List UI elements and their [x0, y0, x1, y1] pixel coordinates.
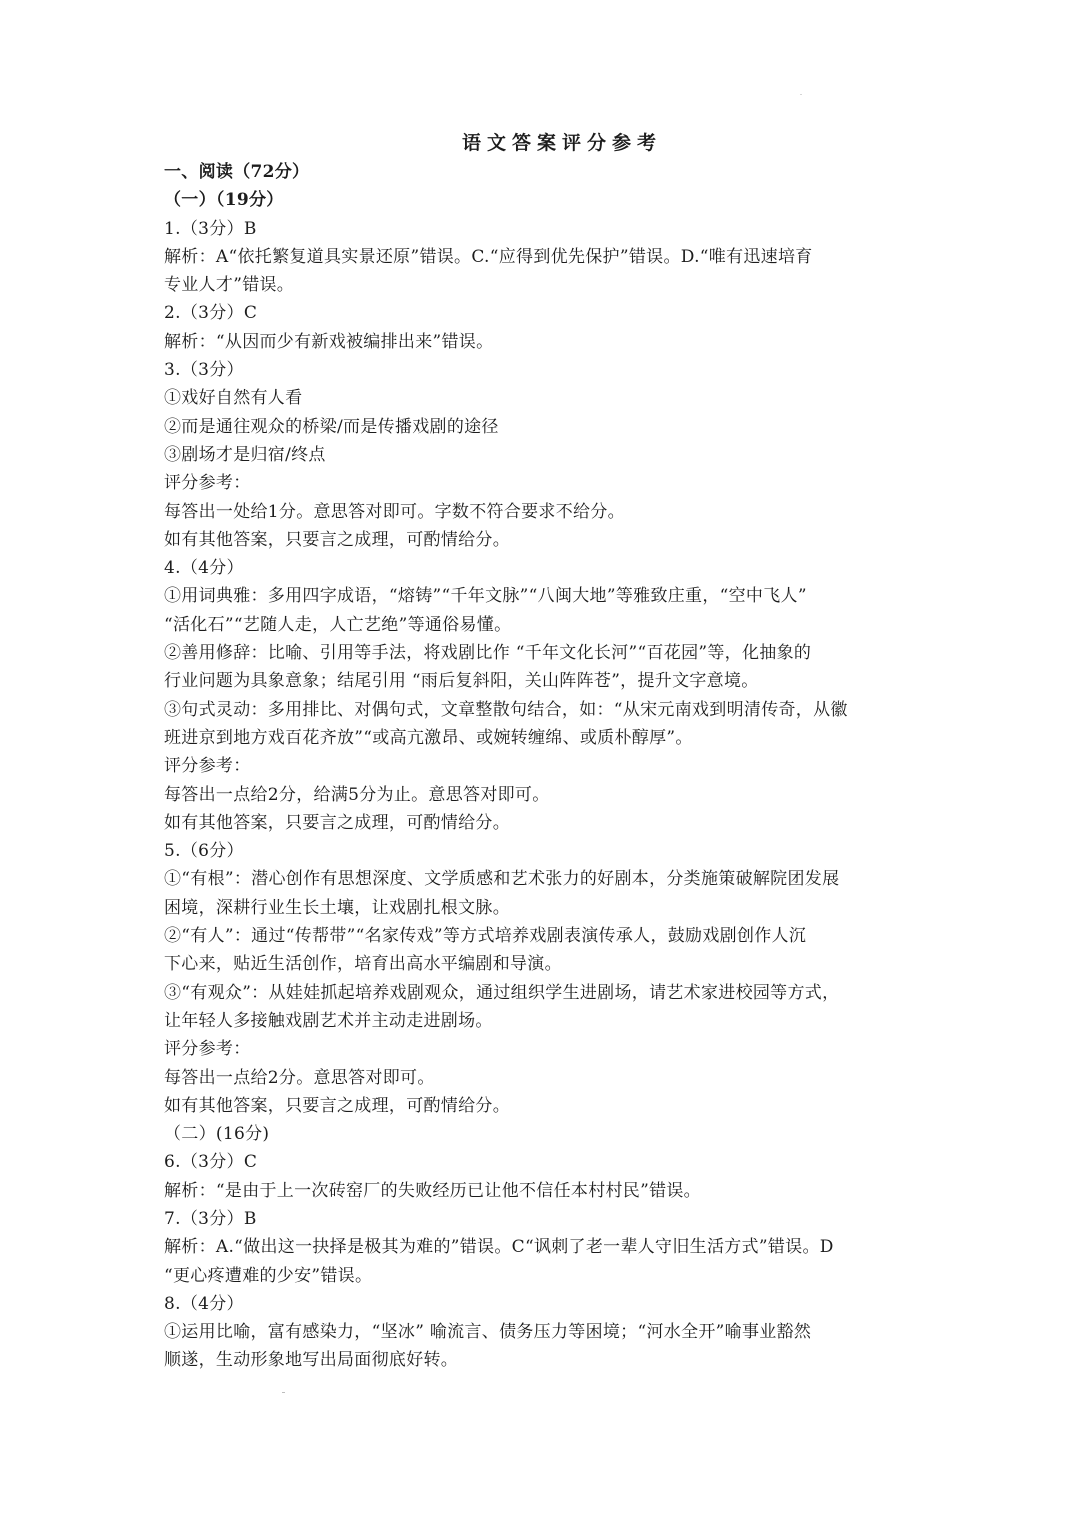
- scoring-label: 评分参考：: [164, 1039, 251, 1060]
- answer-point: ②而是通往观众的桥梁/而是传播戏剧的途径: [164, 416, 499, 437]
- answer-point-cont: 让年轻人多接触戏剧艺术并主动走进剧场。: [164, 1010, 493, 1031]
- question-1-header: 1.（3分）B: [164, 218, 257, 239]
- answer-point: ①运用比喻，富有感染力，“坚冰” 喻流言、债务压力等困境；“河水全开”喻事业豁然: [164, 1322, 812, 1343]
- scoring-rule: 如有其他答案，只要言之成理，可酌情给分。: [164, 1095, 510, 1116]
- question-6-analysis: 解析：“是由于上一次砖窑厂的失败经历已让他不信任本村村民”错误。: [164, 1180, 701, 1201]
- answer-point-cont: 顺遂，生动形象地写出局面彻底好转。: [164, 1350, 459, 1371]
- answer-point: ①戏好自然有人看: [164, 388, 303, 409]
- question-3-header: 3.（3分）: [164, 360, 244, 381]
- scoring-label: 评分参考：: [164, 756, 251, 777]
- answer-point: ③“有观众”：从娃娃抓起培养戏剧观众，通过组织学生进剧场，请艺术家进校园等方式，: [164, 982, 840, 1003]
- answer-sheet: [164, 128, 924, 1375]
- answer-point: ③剧场才是归宿/终点: [164, 444, 326, 465]
- page-title: 语文答案评分参考: [461, 132, 662, 154]
- scoring-label: 评分参考：: [164, 473, 251, 494]
- scoring-rule: 如有其他答案，只要言之成理，可酌情给分。: [164, 529, 510, 550]
- question-8-header: 8.（4分）: [164, 1293, 244, 1314]
- subsection-heading: （二）(16分): [164, 1124, 270, 1145]
- answer-point-cont: 下心来，贴近生活创作，培育出高水平编剧和导演。: [164, 954, 562, 975]
- scoring-rule: 如有其他答案，只要言之成理，可酌情给分。: [164, 812, 510, 833]
- section-heading: 一、阅读（72分）: [164, 162, 310, 182]
- answer-point: ②善用修辞：比喻、引用等手法，将戏剧比作 “千年文化长河”“百花园”等，化抽象的: [164, 643, 812, 664]
- scan-speck: [800, 94, 802, 95]
- scoring-rule: 每答出一点给2分。意思答对即可。: [164, 1067, 435, 1088]
- question-6-header: 6.（3分）C: [164, 1152, 258, 1173]
- scoring-rule: 每答出一处给1分。意思答对即可。字数不符合要求不给分。: [164, 501, 625, 522]
- question-1-analysis-cont: 专业人才”错误。: [164, 275, 295, 296]
- answer-point: ②“有人”：通过“传帮带”“名家传戏”等方式培养戏剧表演传承人，鼓励戏剧创作人沉: [164, 926, 807, 947]
- question-5-header: 5.（6分）: [164, 841, 244, 862]
- answer-point: ①“有根”：潜心创作有思想深度、文学质感和艺术张力的好剧本，分类施策破解院团发展: [164, 869, 840, 890]
- question-1-analysis: 解析：A“依托繁复道具实景还原”错误。C.“应得到优先保护”错误。D.“唯有迅速培育: [164, 246, 813, 267]
- question-7-header: 7.（3分）B: [164, 1208, 257, 1229]
- answer-point-cont: 班进京到地方戏百花齐放”“或高亢激昂、或婉转缠绵、或质朴醇厚”。: [164, 727, 693, 748]
- question-2-analysis: 解析：“从因而少有新戏被编排出来”错误。: [164, 331, 494, 352]
- question-4-header: 4.（4分）: [164, 558, 244, 579]
- question-2-header: 2.（3分）C: [164, 303, 258, 324]
- answer-point-cont: 行业问题为具象意象；结尾引用 “雨后复斜阳，关山阵阵苍”，提升文字意境。: [164, 671, 759, 692]
- answer-point-cont: 困境，深耕行业生长土壤，让戏剧扎根文脉。: [164, 897, 510, 918]
- answer-point: ③句式灵动：多用排比、对偶句式，文章整散句结合，如：“从宋元南戏到明清传奇，从徽: [164, 699, 848, 720]
- subsection-heading: （一）（19分）: [164, 190, 284, 211]
- question-7-analysis-cont: “更心疼遭难的少安”错误。: [164, 1265, 373, 1286]
- question-7-analysis: 解析：A.“做出这一抉择是极其为难的”错误。C“讽刺了老一辈人守旧生活方式”错误。D: [164, 1237, 834, 1258]
- scoring-rule: 每答出一点给2分，给满5分为止。意思答对即可。: [164, 784, 550, 805]
- scan-speck: [282, 1392, 285, 1393]
- answer-point-cont: “活化石”“艺随人走，人亡艺绝”等通俗易懂。: [164, 614, 512, 635]
- answer-point: ①用词典雅：多用四字成语，“熔铸”“千年文脉”“八闽大地”等雅致庄重，“空中飞人”: [164, 586, 807, 607]
